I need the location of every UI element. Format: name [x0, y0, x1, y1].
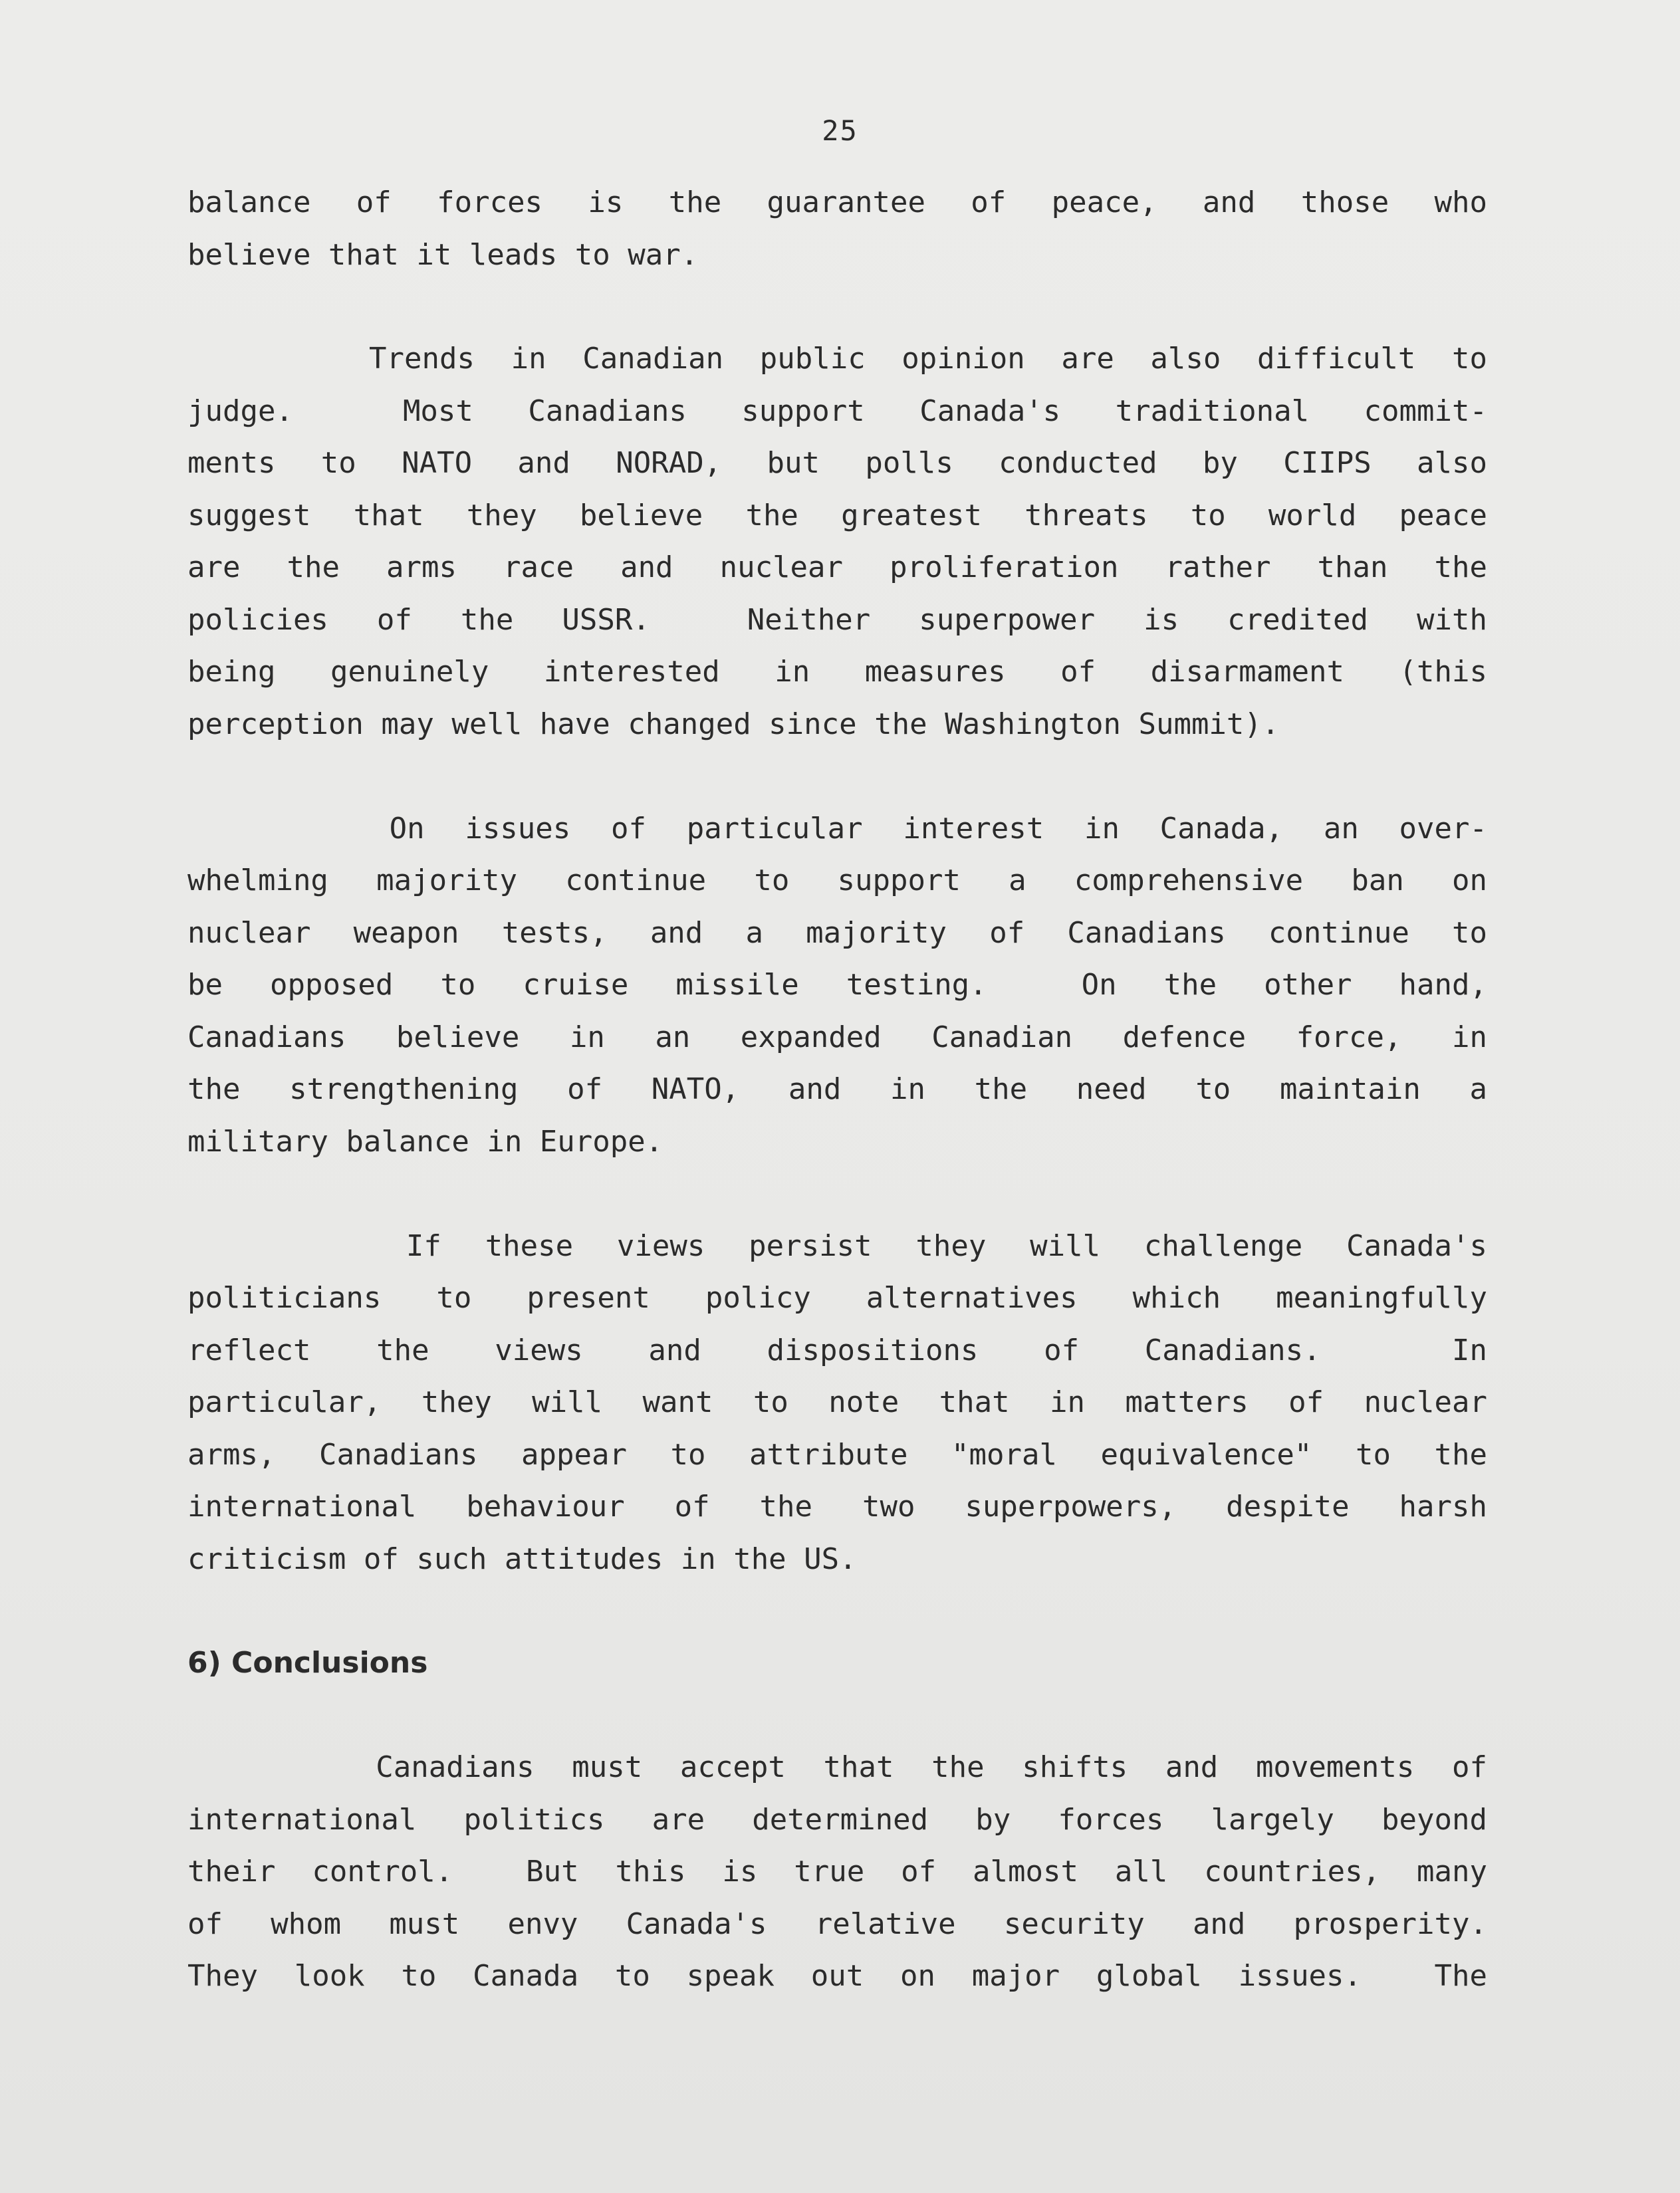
paragraph-2-line-4: suggest that they believe the greatest threats to world peace [187, 499, 1487, 532]
conclusion-line-4: of whom must envy Canada's relative security and prosperity. [187, 1907, 1487, 1941]
paragraph-1-line-2: believe that it leads to war. [187, 238, 699, 272]
paragraph-3-line-2: whelming majority continue to support a comprehensive ban on [187, 864, 1487, 897]
paragraph-2-line-2: judge. Most Canadians support Canada's traditional commit- [187, 394, 1487, 428]
conclusion-line-5: They look to Canada to speak out on major global issues. The [187, 1959, 1487, 1993]
paragraph-2-line-7: being genuinely interested in measures of disarmament (this [187, 655, 1487, 689]
paragraph-4-line-7: criticism of such attitudes in the US. [187, 1542, 857, 1576]
paragraph-4-line-4: particular, they will want to note that in matters of nuclear [187, 1385, 1487, 1419]
conclusion-line-2: international politics are determined by forces largely beyond [187, 1803, 1487, 1837]
paragraph-4-line-5: arms, Canadians appear to attribute "moral equivalence" to the [187, 1438, 1487, 1472]
paragraph-2-line-6: policies of the USSR. Neither superpower is credited with [187, 603, 1487, 637]
paragraph-4-line-6: international behaviour of the two superpowers, despite harsh [187, 1490, 1487, 1524]
paragraph-2-line-3: ments to NATO and NORAD, but polls conducted by CIIPS also [187, 446, 1487, 480]
section-heading: 6) Conclusions [187, 1646, 428, 1680]
paragraph-3-line-1: On issues of particular interest in Canada, an over- [187, 812, 1487, 846]
paragraph-3-line-5: Canadians believe in an expanded Canadian defence force, in [187, 1020, 1487, 1054]
paragraph-3-line-6: the strengthening of NATO, and in the need to maintain a [187, 1072, 1487, 1106]
paragraph-3-line-3: nuclear weapon tests, and a majority of Canadians continue to [187, 916, 1487, 950]
conclusion-line-3: their control. But this is true of almost all countries, many [187, 1855, 1487, 1889]
paragraph-4-line-3: reflect the views and dispositions of Canadians. In [187, 1333, 1487, 1367]
paragraph-4-line-1: If these views persist they will challenge Canada's [187, 1229, 1487, 1263]
paragraph-2-line-8: perception may well have changed since the Washington Summit). [187, 707, 1280, 741]
paragraph-2-line-5: are the arms race and nuclear proliferation rather than the [187, 550, 1487, 584]
paragraph-3-line-4: be opposed to cruise missile testing. On the other hand, [187, 968, 1487, 1002]
paragraph-3-line-7: military balance in Europe. [187, 1125, 663, 1159]
conclusion-line-1: Canadians must accept that the shifts and movements of [187, 1750, 1487, 1784]
paragraph-4-line-2: politicians to present policy alternatives which meaningfully [187, 1281, 1487, 1315]
paragraph-2-line-1: Trends in Canadian public opinion are also difficult to [187, 342, 1487, 376]
paragraph-1-line-1: balance of forces is the guarantee of peace, and those who [187, 185, 1487, 219]
page-number: 25 [822, 114, 858, 147]
